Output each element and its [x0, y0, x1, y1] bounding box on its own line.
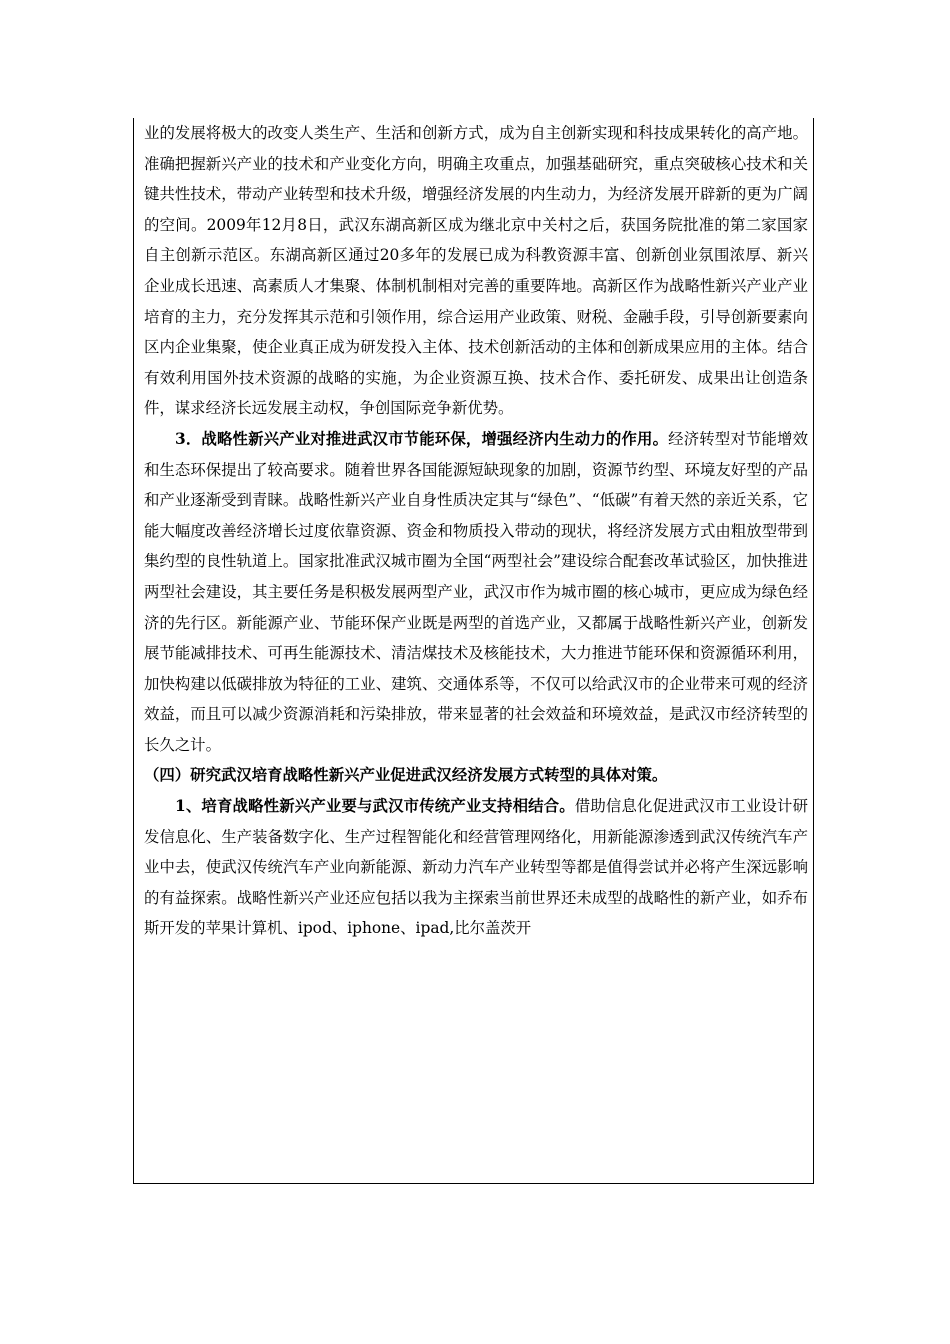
section-heading-4: （四）研究武汉培育战略性新兴产业促进武汉经济发展方式转型的具体对策。 — [144, 766, 668, 785]
document-body — [144, 118, 808, 944]
paragraph-2-text: 经济转型对节能增效和生态环保提出了较高要求。随着世界各国能源短缺现象的加剧，资源节约型、环境友好型的产品和产业逐渐受到青睐。战略性新兴产业自身性质决定其与“绿色”、“低碳”有着天然的亲近关系，它能大幅度改善经济增长过度依靠资源、资金和物质投入带动的现状，将经济发展方式由粗放型带到集约型的良性轨道上。国家批准武汉城市圈为全国“两型社会”建设综合配套改革试验区，加快推进两型社会建设，其主要任务是积极发展两型产业，武汉市作为城市圈的核心城市，更应成为绿色经济的先行区。新能源产业、节能环保产业既是两型的首选产业，又都属于战略性新兴产业，创新发展节能减排技术、可再生能源技术、清洁煤技术及核能技术，大力推进节能环保和资源循环利用，加快构建以低碳排放为特征的工业、建筑、交通体系等，不仅可以给武汉市的企业带来可观的经济效益，而且可以减少资源消耗和污染排放，带来显著的社会效益和环境效益，是武汉市经济转型的长久之计。 — [144, 429, 808, 754]
paragraph-3-text: 借助信息化促进武汉市工业设计研发信息化、生产装备数字化、生产过程智能化和经营管理网络化，用新能源渗透到武汉传统汽车产业中去，使武汉传统汽车产业向新能源、新动力汽车产业转型等都是值得尝试并必将产生深远影响的有益探索。战略性新兴产业还应包括以我为主探索当前世界还未成型的战略性的新产业，如乔布斯开发的苹果计算机、ipod、iphone、ipad,比尔盖茨开 — [144, 797, 808, 938]
paragraph-2-lead: 3．战略性新兴产业对推进武汉市节能环保，增强经济内生动力的作用。 — [175, 429, 669, 448]
paragraph-3 — [144, 791, 808, 944]
paragraph-1: 业的发展将极大的改变人类生产、生活和创新方式，成为自主创新实现和科技成果转化的高产地。准确把握新兴产业的技术和产业变化方向，明确主攻重点，加强基础研究，重点突破核心技术和关键共性技术，带动产业转型和技术升级，增强经济发展的内生动力，为经济发展开辟新的更为广阔的空间。2009年12月8日，武汉东湖高新区成为继北京中关村之后，获国务院批准的第二家国家自主创新示范区。东湖高新区通过20多年的发展已成为科教资源丰富、创新创业氛围浓厚、新兴企业成长迅速、高素质人才集聚、体制机制相对完善的重要阵地。高新区作为战略性新兴产业产业培育的主力，充分发挥其示范和引领作用，综合运用产业政策、财税、金融手段，引导创新要素向区内企业集聚，使企业真正成为研发投入主体、技术创新活动的主体和创新成果应用的主体。结合有效利用国外技术资源的战略的实施，为企业资源互换、技术合作、委托研发、成果出让创造条件，谋求经济长远发展主动权，争创国际竞争新优势。 — [144, 124, 808, 418]
paragraph-3-lead: 1、培育战略性新兴产业要与武汉市传统产业支持相结合。 — [175, 797, 575, 816]
paragraph-2 — [144, 424, 808, 761]
